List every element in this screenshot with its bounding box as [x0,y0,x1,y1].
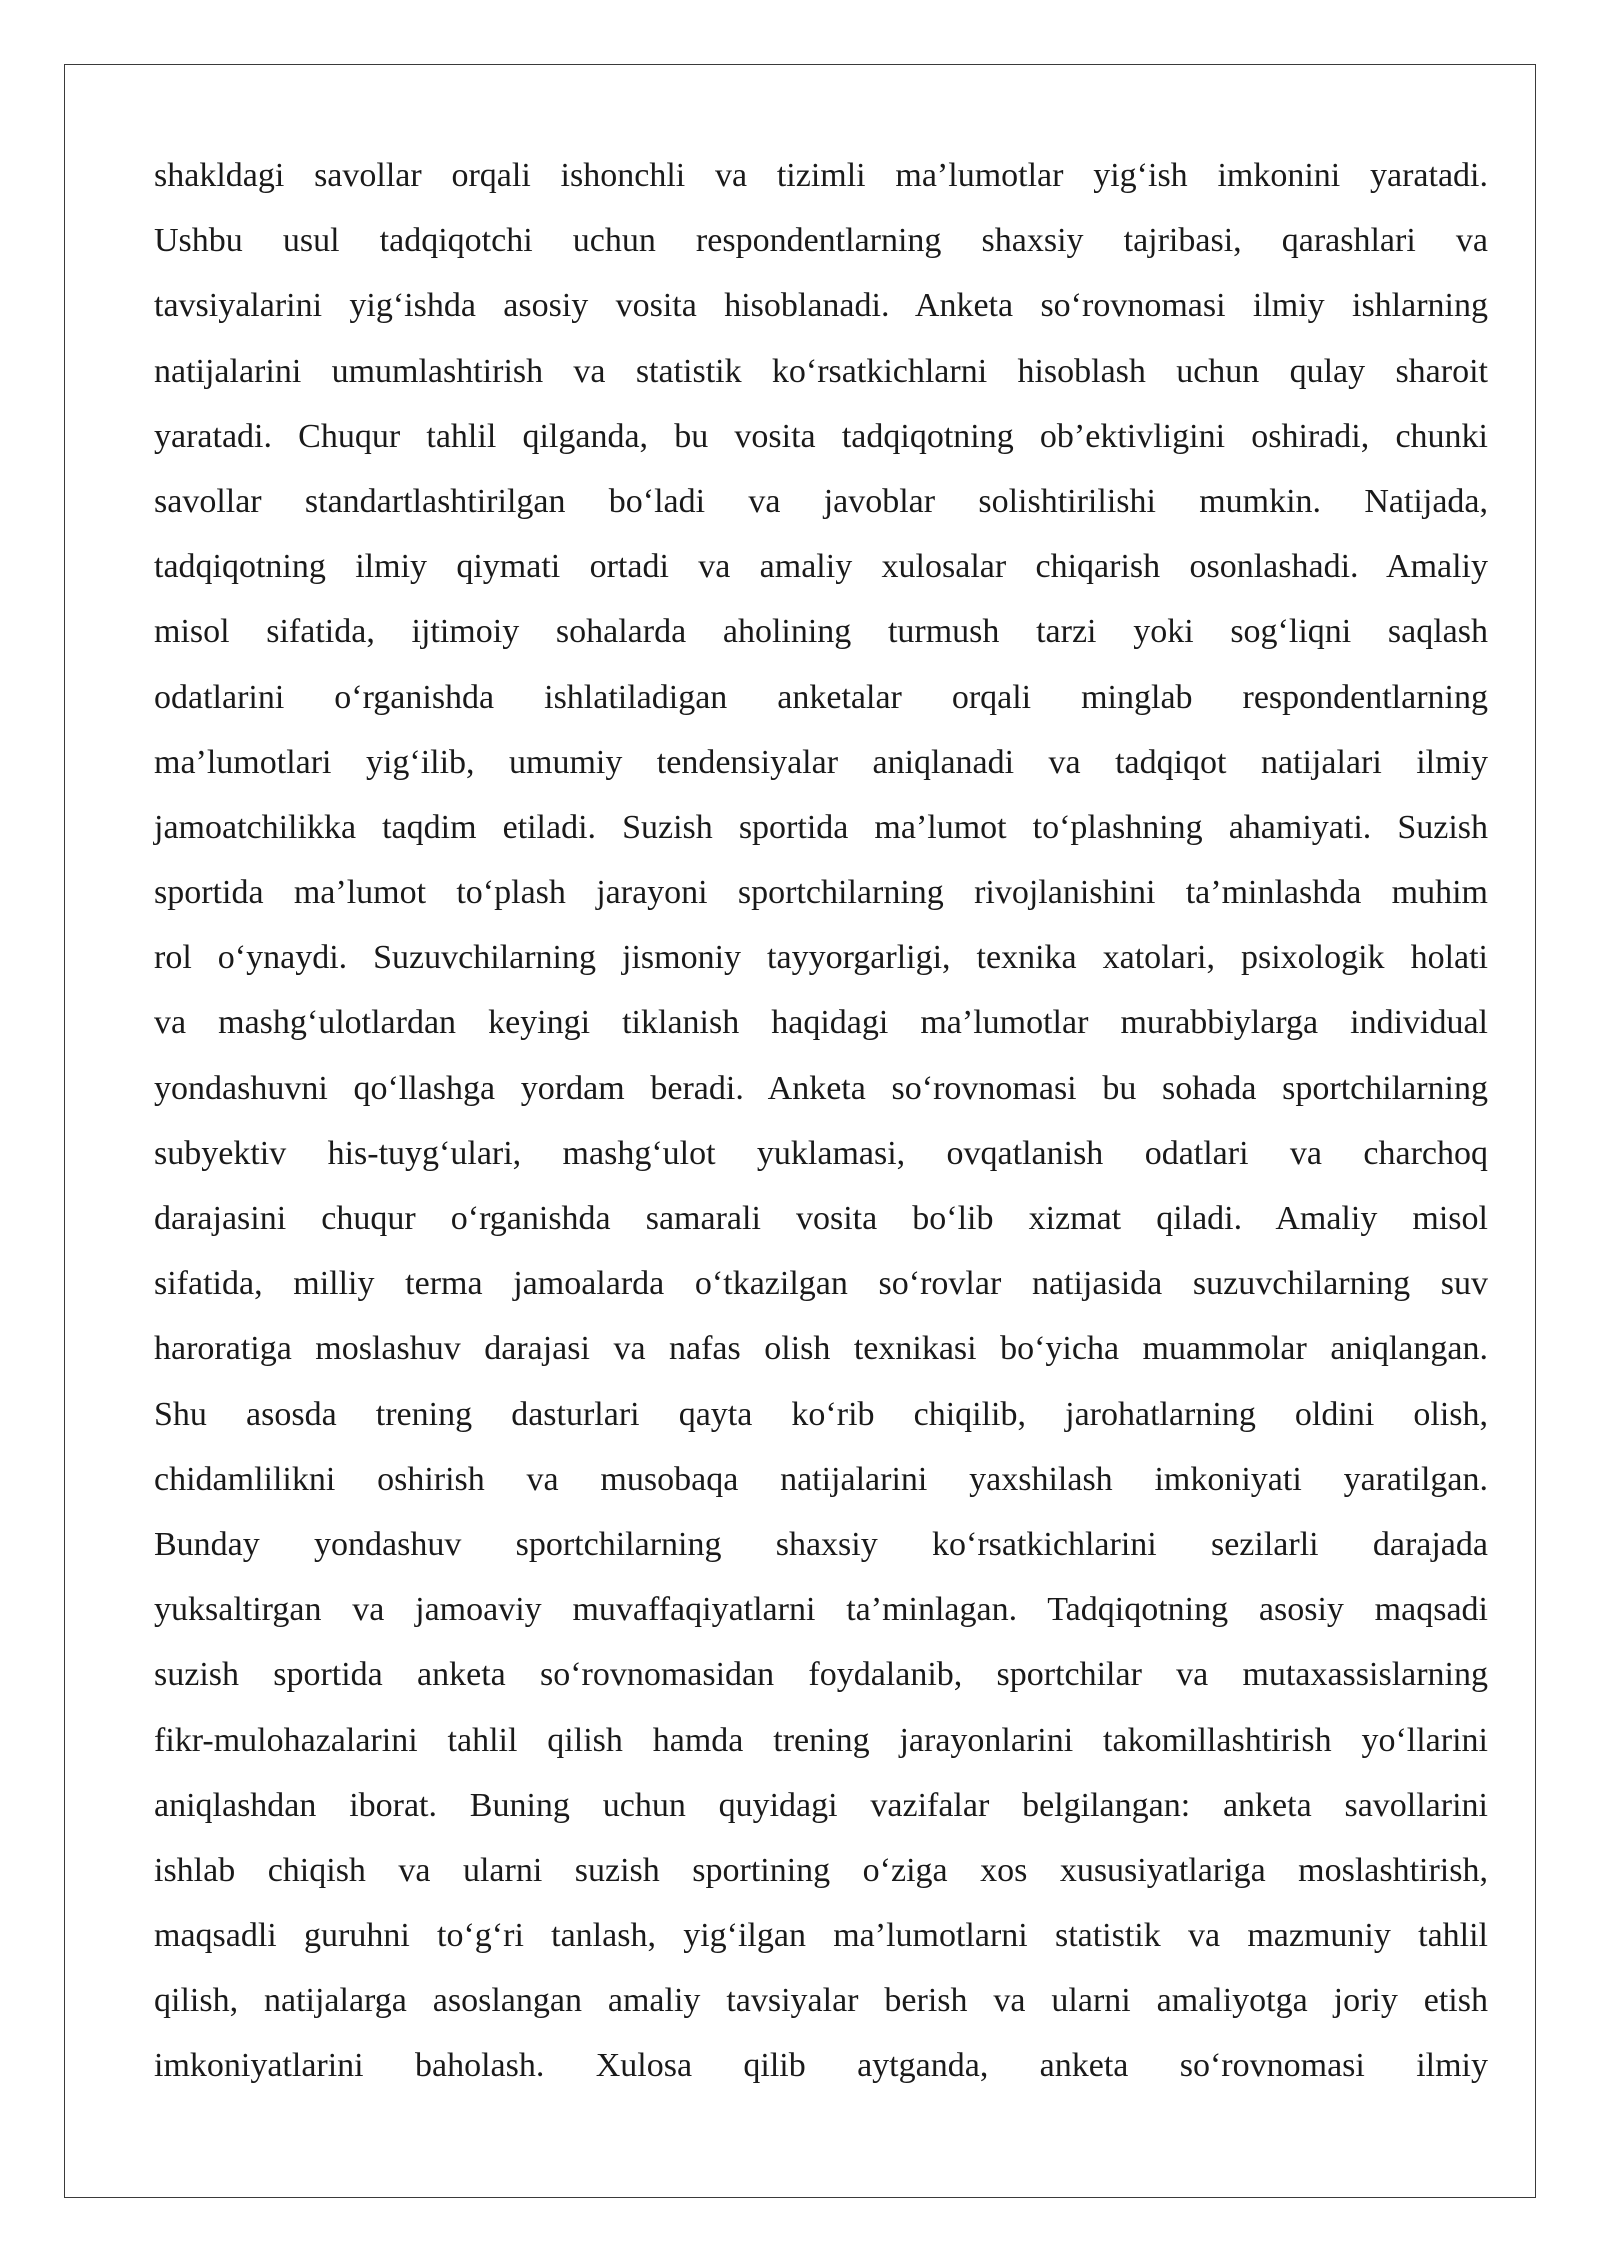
text-line: natijalarini umumlashtirish va statistik ko‘rsatkichlarni hisoblash uchun qulay sharoit [154,352,1488,390]
text-line: qilish, natijalarga asoslangan amaliy tavsiyalar berish va ularni amaliyotga joriy etish [154,1982,1488,2020]
text-line: darajasini chuqur o‘rganishda samarali vosita bo‘lib xizmat qiladi. Amaliy misol [154,1200,1488,1237]
text-line: aniqlashdan iborat. Buning uchun quyidagi vazifalar belgilangan: anketa savollarini [154,1786,1488,1824]
text-line: va mashg‘ulotlardan keyingi tiklanish haqidagi ma’lumotlar murabbiylarga individual [154,1004,1488,1042]
text-line: Ushbu usul tadqiqotchi uchun respondentlarning shaxsiy tajribasi, qarashlari va [154,222,1488,260]
body-text [154,143,1488,2099]
text-line: Bunday yondashuv sportchilarning shaxsiy ko‘rsatkichlarini sezilarli darajada [154,1525,1488,1563]
text-line: imkoniyatlarini baholash. Xulosa qilib aytganda, anketa so‘rovnomasi ilmiy [154,2047,1488,2085]
text-line: ma’lumotlari yig‘ilib, umumiy tendensiyalar aniqlanadi va tadqiqot natijalari ilmiy [154,743,1488,781]
text-line: sifatida, milliy terma jamoalarda o‘tkazilgan so‘rovlar natijasida suzuvchilarning suv [154,1265,1488,1303]
text-line: yuksaltirgan va jamoaviy muvaffaqiyatlarni ta’minlagan. Tadqiqotning asosiy maqsadi [154,1591,1488,1629]
text-line: chidamlilikni oshirish va musobaqa natijalarini yaxshilash imkoniyati yaratilgan. [154,1460,1488,1498]
text-line: savollar standartlashtirilgan bo‘ladi va javoblar solishtirilishi mumkin. Natijada, [154,482,1488,520]
text-line: subyektiv his-tuyg‘ulari, mashg‘ulot yuklamasi, ovqatlanish odatlari va charchoq [154,1134,1488,1172]
text-line: fikr-mulohazalarini tahlil qilish hamda trening jarayonlarini takomillashtirish yo‘llarini [154,1721,1488,1759]
text-line: sportida ma’lumot to‘plash jarayoni sportchilarning rivojlanishini ta’minlashda muhim [154,874,1488,912]
text-line: odatlarini o‘rganishda ishlatiladigan anketalar orqali minglab respondentlarning [154,678,1488,716]
text-line: ishlab chiqish va ularni suzish sportining o‘ziga xos xususiyatlariga moslashtirish, [154,1851,1488,1889]
text-line: rol o‘ynaydi. Suzuvchilarning jismoniy tayyorgarligi, texnika xatolari, psixologik holati [154,939,1488,977]
text-line: maqsadli guruhni to‘g‘ri tanlash, yig‘ilgan ma’lumotlarni statistik va mazmuniy tahlil [154,1917,1488,1955]
text-line: yaratadi. Chuqur tahlil qilganda, bu vosita tadqiqotning ob’ektivligini oshiradi, chunki [154,417,1488,455]
text-line: tavsiyalarini yig‘ishda asosiy vosita hisoblanadi. Anketa so‘rovnomasi ilmiy ishlarning [154,287,1488,325]
text-line: shakldagi savollar orqali ishonchli va tizimli ma’lumotlar yig‘ish imkonini yaratadi. [154,157,1488,194]
text-line: suzish sportida anketa so‘rovnomasidan foydalanib, sportchilar va mutaxassislarning [154,1656,1488,1694]
text-line: Shu asosda trening dasturlari qayta ko‘rib chiqilib, jarohatlarning oldini olish, [154,1395,1488,1433]
text-line: tadqiqotning ilmiy qiymati ortadi va amaliy xulosalar chiqarish osonlashadi. Amaliy [154,548,1488,586]
text-line: haroratiga moslashuv darajasi va nafas olish texnikasi bo‘yicha muammolar aniqlangan. [154,1330,1488,1368]
text-line: jamoatchilikka taqdim etiladi. Suzish sportida ma’lumot to‘plashning ahamiyati. Suzish [154,808,1488,846]
text-line: misol sifatida, ijtimoiy sohalarda aholining turmush tarzi yoki sog‘liqni saqlash [154,613,1488,651]
text-line: yondashuvni qo‘llashga yordam beradi. Anketa so‘rovnomasi bu sohada sportchilarning [154,1069,1488,1107]
